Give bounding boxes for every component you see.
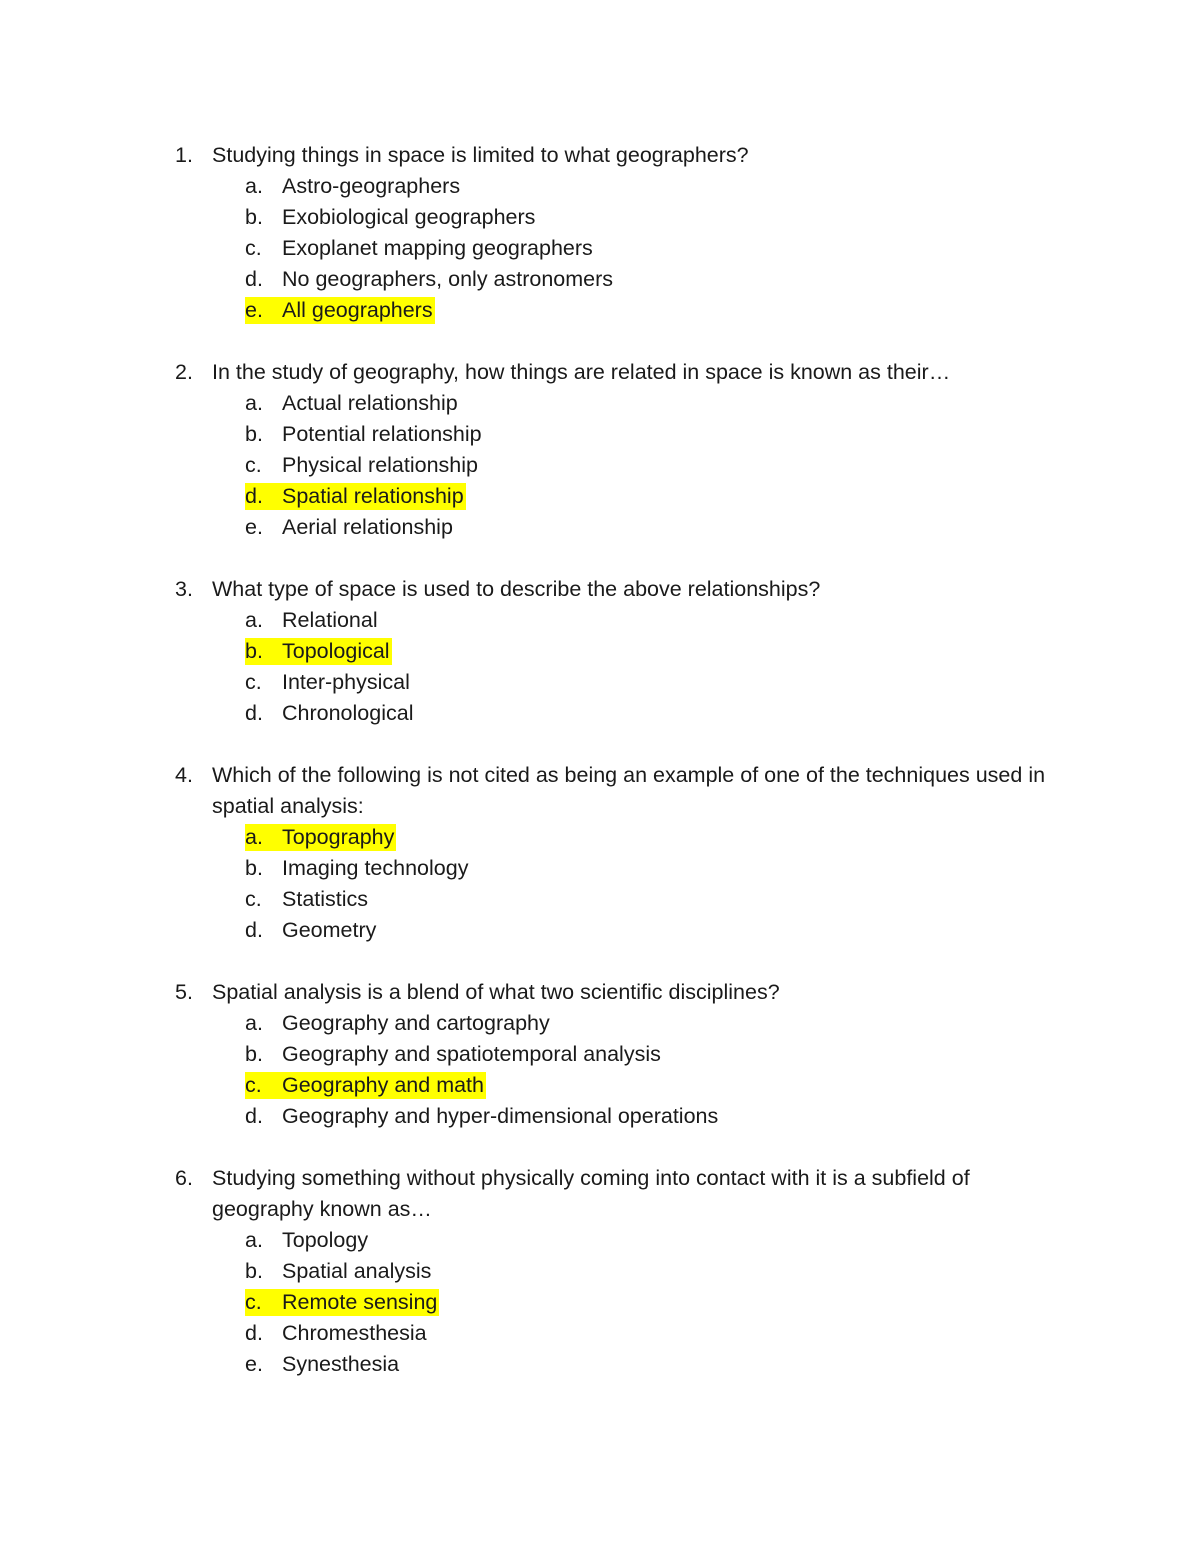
answer-option xyxy=(0,1101,1200,1132)
answer-option xyxy=(0,1287,1200,1318)
option-letter: a. xyxy=(245,1228,263,1252)
option-text: Statistics xyxy=(282,887,369,911)
answer-option-content xyxy=(245,886,370,913)
option-text: Topological xyxy=(282,639,390,663)
answer-option-content xyxy=(245,390,460,417)
option-text: Physical relationship xyxy=(282,453,478,477)
option-letter: c. xyxy=(245,670,262,694)
option-text: Geometry xyxy=(282,918,377,942)
question-text: Which of the following is not cited as being an example of one of the techniques used in spatial analysis: xyxy=(212,763,1046,818)
question-row xyxy=(0,1163,1062,1225)
answer-option xyxy=(0,1008,1200,1039)
question-number: 5. xyxy=(175,980,193,1004)
option-text: Inter-physical xyxy=(282,670,410,694)
answer-option xyxy=(0,853,1200,884)
question-text: What type of space is used to describe the above relationships? xyxy=(212,577,821,601)
question-6 xyxy=(0,1163,1200,1380)
option-text: Topography xyxy=(282,825,395,849)
option-letter: c. xyxy=(245,453,262,477)
option-text: Exoplanet mapping geographers xyxy=(282,236,593,260)
answer-option-content xyxy=(245,173,462,200)
answer-option-content xyxy=(245,700,415,727)
answer-option xyxy=(0,884,1200,915)
option-letter: e. xyxy=(245,515,263,539)
option-letter: d. xyxy=(245,701,263,725)
answer-option-content xyxy=(245,669,412,696)
question-text: In the study of geography, how things are related in space is known as their… xyxy=(212,360,951,384)
answer-option-content xyxy=(245,1103,720,1130)
option-text: No geographers, only astronomers xyxy=(282,267,614,291)
option-letter: c. xyxy=(245,1290,262,1314)
highlighted-answer xyxy=(245,824,396,851)
option-letter: b. xyxy=(245,1042,263,1066)
answer-option xyxy=(0,605,1200,636)
option-letter: a. xyxy=(245,825,263,849)
option-letter: c. xyxy=(245,1073,262,1097)
answer-option xyxy=(0,481,1200,512)
answer-option xyxy=(0,233,1200,264)
option-letter: d. xyxy=(245,484,263,508)
option-letter: a. xyxy=(245,391,263,415)
question-text: Studying something without physically coming into contact with it is a subfield of geography known as… xyxy=(212,1166,970,1221)
answer-option xyxy=(0,915,1200,946)
quiz-document xyxy=(0,140,1200,1411)
answer-option-content xyxy=(245,1351,401,1378)
answer-option xyxy=(0,1256,1200,1287)
question-number: 4. xyxy=(175,763,193,787)
option-text: Synesthesia xyxy=(282,1352,400,1376)
answer-option-content xyxy=(245,421,484,448)
option-letter: e. xyxy=(245,1352,263,1376)
question-number: 6. xyxy=(175,1166,193,1190)
answer-option-content xyxy=(245,607,380,634)
option-letter: a. xyxy=(245,608,263,632)
answer-option xyxy=(0,419,1200,450)
answer-option xyxy=(0,1349,1200,1380)
option-letter: d. xyxy=(245,267,263,291)
option-text: Geography and math xyxy=(282,1073,484,1097)
option-text: Geography and spatiotemporal analysis xyxy=(282,1042,661,1066)
answer-option-content xyxy=(245,1227,370,1254)
answer-option-content xyxy=(245,917,378,944)
answer-option xyxy=(0,450,1200,481)
question-row xyxy=(0,977,1062,1008)
question-row xyxy=(0,357,1062,388)
question-3 xyxy=(0,574,1200,729)
answer-option-content xyxy=(245,514,455,541)
option-text: Geography and cartography xyxy=(282,1011,550,1035)
option-text: Actual relationship xyxy=(282,391,458,415)
question-text: Studying things in space is limited to what geographers? xyxy=(212,143,749,167)
answer-option xyxy=(0,822,1200,853)
highlighted-answer xyxy=(245,1289,439,1316)
answer-option-content xyxy=(245,452,480,479)
highlighted-answer xyxy=(245,638,392,665)
answer-option xyxy=(0,512,1200,543)
option-letter: d. xyxy=(245,1104,263,1128)
option-text: Chromesthesia xyxy=(282,1321,427,1345)
answer-option-content xyxy=(245,1258,433,1285)
option-text: Relational xyxy=(282,608,378,632)
highlighted-answer xyxy=(245,483,466,510)
question-row xyxy=(0,760,1062,822)
option-text: Exobiological geographers xyxy=(282,205,536,229)
answer-option-content xyxy=(245,1010,552,1037)
option-text: Topology xyxy=(282,1228,369,1252)
option-letter: e. xyxy=(245,298,263,322)
question-1 xyxy=(0,140,1200,326)
option-text: Chronological xyxy=(282,701,414,725)
answer-option-content xyxy=(245,1041,663,1068)
option-text: Imaging technology xyxy=(282,856,469,880)
highlighted-answer xyxy=(245,297,435,324)
option-letter: c. xyxy=(245,236,262,260)
answer-option-content xyxy=(245,235,595,262)
highlighted-answer xyxy=(245,1072,486,1099)
option-text: Spatial relationship xyxy=(282,484,464,508)
answer-option-content xyxy=(245,266,615,293)
answer-option xyxy=(0,171,1200,202)
option-letter: d. xyxy=(245,918,263,942)
option-text: Aerial relationship xyxy=(282,515,453,539)
option-letter: a. xyxy=(245,174,263,198)
option-text: Remote sensing xyxy=(282,1290,438,1314)
option-letter: a. xyxy=(245,1011,263,1035)
answer-option xyxy=(0,698,1200,729)
question-2 xyxy=(0,357,1200,543)
answer-option xyxy=(0,202,1200,233)
option-letter: d. xyxy=(245,1321,263,1345)
option-text: Potential relationship xyxy=(282,422,482,446)
option-text: All geographers xyxy=(282,298,433,322)
answer-option xyxy=(0,636,1200,667)
option-letter: b. xyxy=(245,856,263,880)
answer-option-content xyxy=(245,1320,429,1347)
question-row xyxy=(0,140,1062,171)
answer-option xyxy=(0,1039,1200,1070)
answer-option-content xyxy=(245,855,470,882)
answer-option xyxy=(0,388,1200,419)
question-4 xyxy=(0,760,1200,946)
option-text: Spatial analysis xyxy=(282,1259,432,1283)
question-number: 2. xyxy=(175,360,193,384)
question-text: Spatial analysis is a blend of what two scientific disciplines? xyxy=(212,980,780,1004)
answer-option xyxy=(0,1318,1200,1349)
question-5 xyxy=(0,977,1200,1132)
question-number: 1. xyxy=(175,143,193,167)
option-letter: b. xyxy=(245,639,263,663)
option-text: Astro-geographers xyxy=(282,174,461,198)
option-letter: c. xyxy=(245,887,262,911)
answer-option xyxy=(0,264,1200,295)
option-text: Geography and hyper-dimensional operations xyxy=(282,1104,719,1128)
answer-option xyxy=(0,1225,1200,1256)
question-number: 3. xyxy=(175,577,193,601)
answer-option xyxy=(0,1070,1200,1101)
answer-option xyxy=(0,295,1200,326)
answer-option xyxy=(0,667,1200,698)
option-letter: b. xyxy=(245,205,263,229)
answer-option-content xyxy=(245,204,537,231)
question-row xyxy=(0,574,1062,605)
option-letter: b. xyxy=(245,422,263,446)
option-letter: b. xyxy=(245,1259,263,1283)
